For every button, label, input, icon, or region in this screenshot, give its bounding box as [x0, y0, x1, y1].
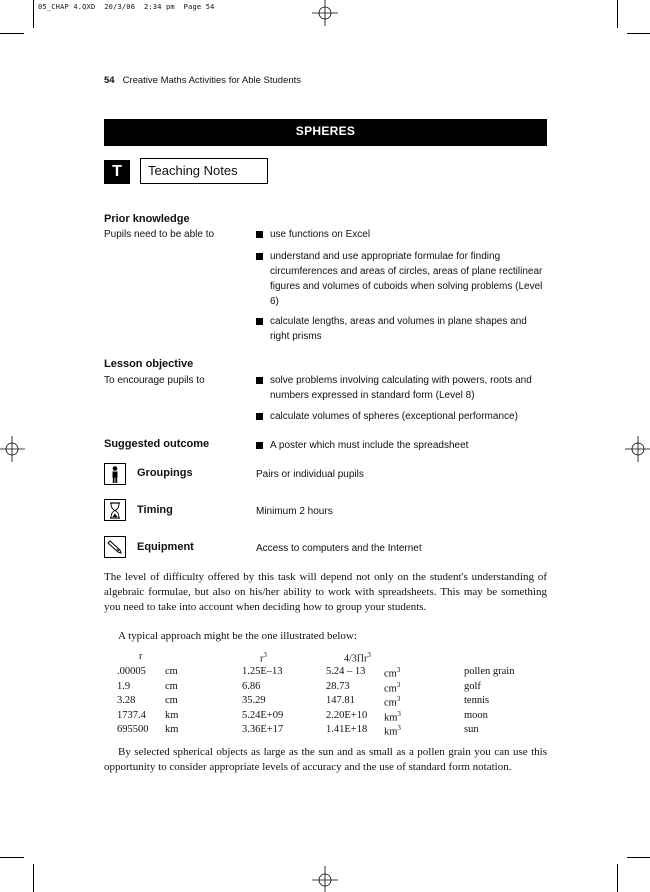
equipment-label: Equipment: [137, 541, 194, 553]
table-cell: 1.25E–13: [242, 666, 283, 677]
crop-mark: [627, 33, 650, 34]
table-cell: sun: [464, 724, 479, 735]
intro-paragraph: The level of difficulty offered by this task will depend not only on the student's understanding of algebraic formulae, but also on his/her ability to work with spreadsheets. This may be something you need to take into account when deciding how to group your students.: [104, 571, 547, 613]
suggested-outcome-bullet: A poster which must include the spreadsheet: [256, 438, 546, 453]
section-letter-badge: T: [104, 160, 130, 184]
table-cell: 2.20E+10: [326, 710, 368, 721]
table-cell: 35.29: [242, 695, 266, 706]
registration-mark-icon: [0, 435, 26, 463]
crop-mark: [33, 0, 34, 28]
closing-paragraph: By selected spherical objects as large as the sun and as small as a pollen grain you can use this opportunity to consider appropriate levels of accuracy and the use of standard form notation.: [104, 746, 547, 773]
table-cell: .00005: [117, 666, 146, 677]
table-cell: 6.86: [242, 681, 261, 692]
timing-icon-box: [104, 499, 126, 521]
timing-label: Timing: [137, 504, 173, 516]
banner-title: SPHERES: [104, 119, 547, 146]
suggested-outcome-heading: Suggested outcome: [104, 438, 210, 450]
table-cell: $cm^3$: [384, 666, 401, 680]
prior-knowledge-bullet: use functions on Excel: [256, 227, 546, 242]
table-header: $4/3\Pi r^3$: [344, 651, 371, 665]
table-cell: pollen grain: [464, 666, 515, 677]
table-cell: 28.73: [326, 681, 350, 692]
table-cell: tennis: [464, 695, 490, 706]
lesson-objective-bullet: calculate volumes of spheres (exceptional performance): [256, 409, 546, 424]
print-slug: 05_CHAP 4.QXD 20/3/06 2:34 pm Page 54: [38, 3, 215, 11]
lesson-objective-heading: Lesson objective: [104, 358, 194, 370]
table-cell: $cm^3$: [384, 681, 401, 695]
table-cell: 695500: [117, 724, 149, 735]
hourglass-icon: [109, 502, 121, 519]
table-cell: moon: [464, 710, 488, 721]
groupings-label: Groupings: [137, 467, 193, 479]
prior-knowledge-heading: Prior knowledge: [104, 213, 190, 225]
registration-mark-icon: [624, 435, 650, 463]
equipment-icon-box: [104, 536, 126, 558]
running-head: [104, 75, 301, 86]
table-cell: golf: [464, 681, 481, 692]
table-cell: 147.81: [326, 695, 355, 706]
table-cell: km: [165, 710, 179, 721]
table-cell: 1737.4: [117, 710, 146, 721]
registration-mark-icon: [311, 866, 339, 892]
table-cell: $km^3$: [384, 710, 401, 724]
prior-knowledge-bullet: calculate lengths, areas and volumes in plane shapes and right prisms: [256, 314, 546, 344]
groupings-icon-box: [104, 463, 126, 485]
table-cell: $cm^3$: [384, 695, 401, 709]
timing-value: Minimum 2 hours: [256, 506, 333, 517]
table-cell: 5.24 – 13: [326, 666, 366, 677]
crop-mark: [617, 0, 618, 28]
crop-mark: [0, 857, 24, 858]
person-icon: [110, 466, 120, 483]
table-cell: 1.9: [117, 681, 131, 692]
table-cell: cm: [165, 666, 178, 677]
section-title: Teaching Notes: [140, 158, 268, 184]
page-number: 54: [104, 75, 115, 86]
crop-mark: [0, 33, 24, 34]
table-cell: cm: [165, 681, 178, 692]
prior-knowledge-bullet: understand and use appropriate formulae for finding circumferences and areas of circles, areas of plane rectilinear figures and volumes of cuboids when solving problems (Level 6): [256, 249, 546, 309]
table-cell: 1.41E+18: [326, 724, 368, 735]
lesson-objective-bullet: solve problems involving calculating with powers, roots and numbers expressed in standard form (Level 8): [256, 373, 546, 403]
table-header: r: [139, 651, 143, 662]
crop-mark: [33, 864, 34, 892]
prior-knowledge-lead: Pupils need to be able to: [104, 229, 215, 240]
table-cell: km: [165, 724, 179, 735]
table-cell: cm: [165, 695, 178, 706]
table-cell: $km^3$: [384, 724, 401, 738]
pencil-icon: [107, 540, 123, 554]
groupings-value: Pairs or individual pupils: [256, 469, 364, 480]
equipment-value: Access to computers and the Internet: [256, 543, 422, 554]
lesson-objective-lead: To encourage pupils to: [104, 375, 205, 386]
table-header: $r^3$: [260, 651, 267, 665]
book-title: Creative Maths Activities for Able Students: [122, 75, 302, 86]
registration-mark-icon: [311, 0, 339, 28]
approach-paragraph: A typical approach might be the one illustrated below:: [118, 630, 357, 642]
table-cell: 3.36E+17: [242, 724, 284, 735]
crop-mark: [617, 864, 618, 892]
crop-mark: [627, 857, 650, 858]
table-cell: 3.28: [117, 695, 136, 706]
table-cell: 5.24E+09: [242, 710, 284, 721]
